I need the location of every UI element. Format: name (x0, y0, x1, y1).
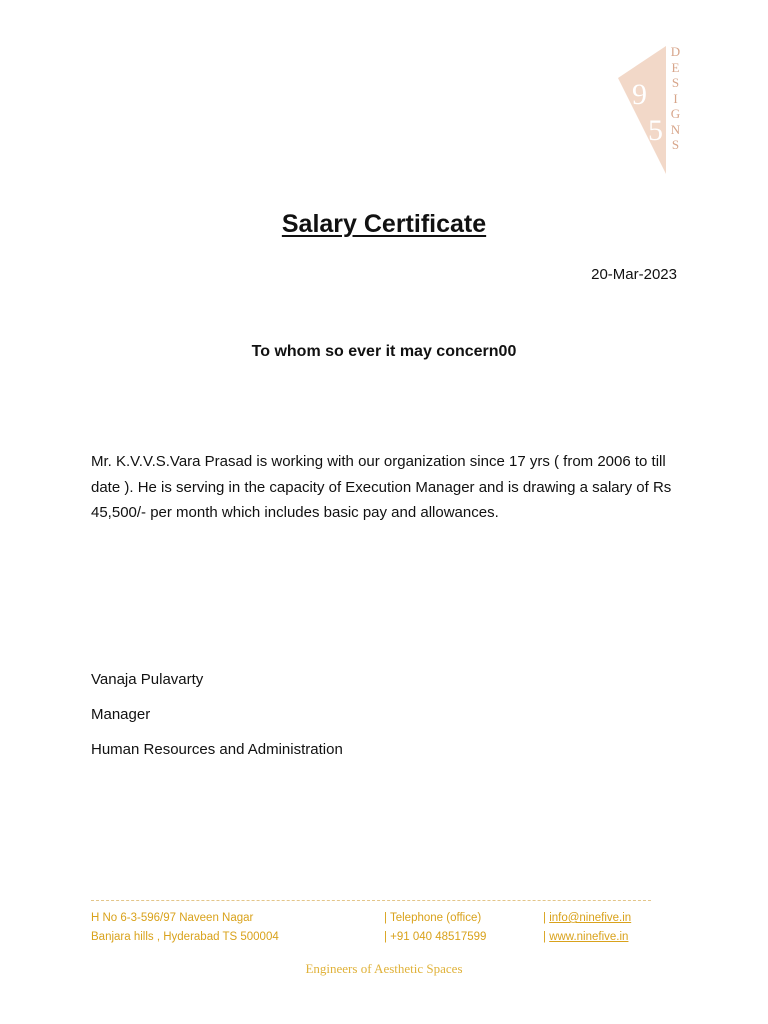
logo-letter: I (673, 90, 679, 106)
email-row (543, 909, 673, 928)
footer-phone (384, 909, 534, 946)
email-separator: | (543, 912, 550, 924)
certificate-body: Mr. K.V.V.S.Vara Prasad is working with our organization since 17 yrs ( from 2006 to till date ). He is serving in the capacity of Execution Manager and is drawing a salary of Rs 45,500/- per month which includes basic pay and allowances. (91, 453, 672, 521)
logo-letter: G (670, 106, 682, 121)
document-date: 20-Mar-2023 (591, 266, 677, 283)
salutation: To whom so ever it may concern00 (251, 343, 517, 360)
logo-wordmark (666, 44, 686, 153)
logo-digit-nine: 9 (632, 78, 647, 111)
signatory-department: Human Resources and Administration (91, 741, 343, 758)
logo-letter: S (671, 137, 681, 152)
logo-letter: E (671, 59, 681, 75)
email-link[interactable]: info@ninefive.in (549, 912, 632, 924)
footer-divider (91, 900, 651, 901)
website-separator: | (543, 930, 550, 943)
website-row (543, 928, 673, 947)
logo-digit-five: 5 (648, 114, 663, 147)
company-tagline: Engineers of Aesthetic Spaces (305, 961, 463, 976)
phone-label: | Telephone (office) (384, 912, 482, 924)
logo-letter: S (671, 75, 681, 90)
address-line-1: H No 6-3-596/97 Naveen Nagar (91, 912, 254, 924)
footer-address (91, 909, 381, 946)
address-line-2: Banjara hills , Hyderabad TS 500004 (91, 930, 279, 943)
footer-contact (543, 909, 673, 946)
signatory-name: Vanaja Pulavarty (91, 671, 204, 688)
certificate-title: Salary Certificate (281, 210, 487, 238)
website-link[interactable]: www.ninefive.in (549, 930, 629, 943)
signatory-title: Manager (91, 706, 151, 723)
logo-letter: N (670, 121, 682, 137)
phone-number: | +91 040 48517599 (384, 930, 487, 943)
logo-letter: D (670, 44, 682, 59)
